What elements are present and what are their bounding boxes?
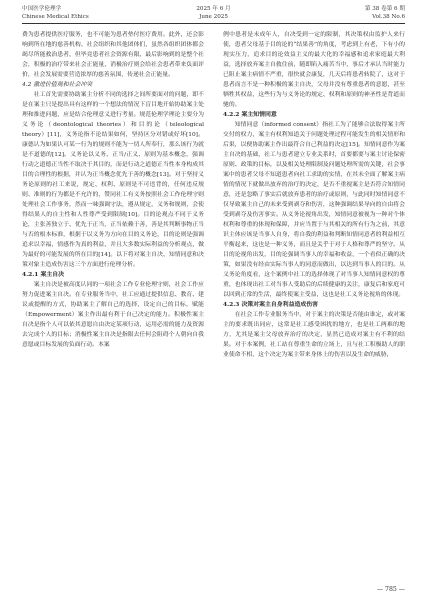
issue-date-en: June 2025: [199, 14, 228, 20]
left-column: [22, 30, 204, 350]
section-heading-4-2-2: 4.2.2 案主知情同意: [223, 111, 277, 118]
volume-info: [365, 5, 405, 21]
section-heading-4-2: 4.2 激进价值观和社会冲突: [22, 82, 93, 88]
body-paragraph: 例中患者是未成年人，自决受到一定的限制，其决策权由监护人来行使，患者父母基于目的论的“结果善”的角度，考虑到上有老，下有小的现实压力，追求目的论效益主义的最大化的幸福感和追求家庭最大利益，选择放弃案主自救住前，随即陷入痛苦当中，事后才承认当时能力已阻止案主病情不严重，很快就会康复，几天后将患者转院了，这对于患者而言不是一种积极的案主自决，父母并没有尊重患者的意愿，甚至牺牲其权益，这些行为与义务论的规定、权利和原则的神圣性是背道而驰的。: [223, 32, 405, 108]
issue-date: [0, 5, 427, 21]
page-number: — 785 —: [376, 586, 405, 593]
right-column: [223, 30, 405, 360]
body-paragraph: 社工首先需要协助案主分析不同的选择之间所要面对的问题，即不是在案主只是提出具有这样的一个想法的情况下盲目地开始协助案主处理和推进问题，应是结合伦理意义进行考量。规范伦理学理论主要分为义务论（deontological theories）和目的论（teleological theory）[11]，义务论指不论结果如何，坚持区分对错或好坏[10]。康德认为如果认可某一行为的规则不能为一切人所奉行，那么该行为就是不道德的[12]。义务论以义务、正当/正义、原则为基本概念，强调行动之道德正当性不取决于其目的，而是行动之道德正当性本身构成其目的合理性的根据，并认为正当概念优先于善的概念[13]。对于坚持义务论原则的社工来说，规定、权利、原则是不可违背的，任何违反规则、准则的行为都是不允许的，赞同社工有义务按照社会工作伦理守则处理社会工作事务，然而一味强调守法，遵从规定，义务和规则，会使得结果人的自主性和人性尊严受到限制[10]。目的论观点不同于义务论，主张善独立于、优先于正当，正当依赖于善，善是其判断事物正当与否的根本标准，根据于以义务为方向在目的义务论，目的论则是强调追求以幸福，情感作为真的利益，并且大多数实际利益的分析观点，做为最好的可能发展的所在目的[14]。以下将对案主自决、知情同意和决策对象主造成伤害这三个方面进行伦理分析。: [22, 92, 204, 268]
header-divider: [22, 23, 405, 24]
volume-info-cn: 第 38 卷第 6 期: [364, 6, 405, 12]
body-paragraph: 费为患者提供医疗服务，也不可能为患者垫付医疗费用。此外，还会影响到所在地的慈善机构、社会组织和其他团体们，虽然各组织团体都会竭尽所能救治患者，但毕竟患者社会资源有限、最后影响到的是整个社会，积极的治疗带来社会正能量，消极治疗则会给社会患者带来负面评价，社会发展需要营造浓厚的慈善氛围，传递社会正能量。: [22, 32, 204, 78]
section-heading-4-2-3: 4.2.3 决策对案主自身利益造成伤害: [223, 301, 319, 308]
section-heading-4-2-1: 4.2.1 案主自决: [22, 271, 65, 278]
issue-date-cn: 2025 年 6 月: [196, 6, 231, 12]
body-paragraph: 知情同意（informed consent）指社工为了能够合法取得案主所交付的权力，案主有权利知道关于问题处理过程可能发生的相关情形和后果，以便协助案主作出最符合自己利益的决定[15]。知情同意作为案主自决的基础，社工与患者建立专业关系时，首要都要与案主讨论保密原则、政策的目标，以及相关处理限制及问题处理所需的关键，社会事案中的患者父母不知道患者向社工求助的实情，在其未全面了解案主病情的情况下就做出放弃的治疗的决定，是否不重视案主是否符合知情同意，还是忽略了事实后就放弃患者的治疗或原则，与此同时知情同意不仅导致案主自己的未来受到剥夺和伤害，这种强调结果导向的自由将会受到剥夺及伤害事实。从义务论视角出发，知情同意被视为一种对个体权利和尊重的体现和保障，并应当置于与其相关的所有行为之前，其意识主体应该是当事人自身，将自我的利益和判断知情同意者的利益相互平衡起来，这也是一种义务，而且是关乎于对于人格和尊严的坚守。从目的论视角出发，目的论强调当事人的幸福和收益，一个看似正确的决策，如果没有经由实际当事人的同意而做出，以达到当事人的目的。从义务论角度看，这个案例中社工的选择体现了对当事人知情同意权的尊重，也体现出社工对当事人受助后的后续健康的关注，康复后和家庭可以回到正常的生活，最终使案主受益，这也是社工义务论视角的体现。: [223, 122, 405, 298]
body-paragraph: 案主自决是被高度认同的一项社会工作专业伦理守则，社会工作应努力促进案主自决。在专业服务当中，社工应通过提供信息、教育、建议或提醒的方式，协助案主了解自己的选择，设定自己的目标，赋能（Empowerment）案主作出最有利于自己决定的能力。积极性案主自决是指个人可以依其意愿自由决定某项行动，运用必需的能力及资源去完成个人的目标；消极性案主自决是指限去任何会阻碍个人朝向自我意愿或目标发展的负面行动。本案: [22, 282, 204, 348]
body-paragraph: 在社会工作专业服务当中，对于案主的决策是否能由谁定，或对案主的要求既出同应，这常是社工感受困扰的地方，也是社工两难的地方，尤其是案主父母放弃治疗的决定，显然已造成对案主有不利的结果。对于本案例，社工站在尊重生命的立场上，且与社工积极助人的职业使命不相，这个决定为案主带来身体上的伤害以及生命的威胁，: [223, 312, 405, 358]
journal-title-cn: 中国医学伦理学: [22, 6, 62, 12]
journal-title-en: Chinese Medical Ethics: [22, 14, 89, 20]
volume-info-en: Vol.38 No.6: [372, 14, 405, 20]
